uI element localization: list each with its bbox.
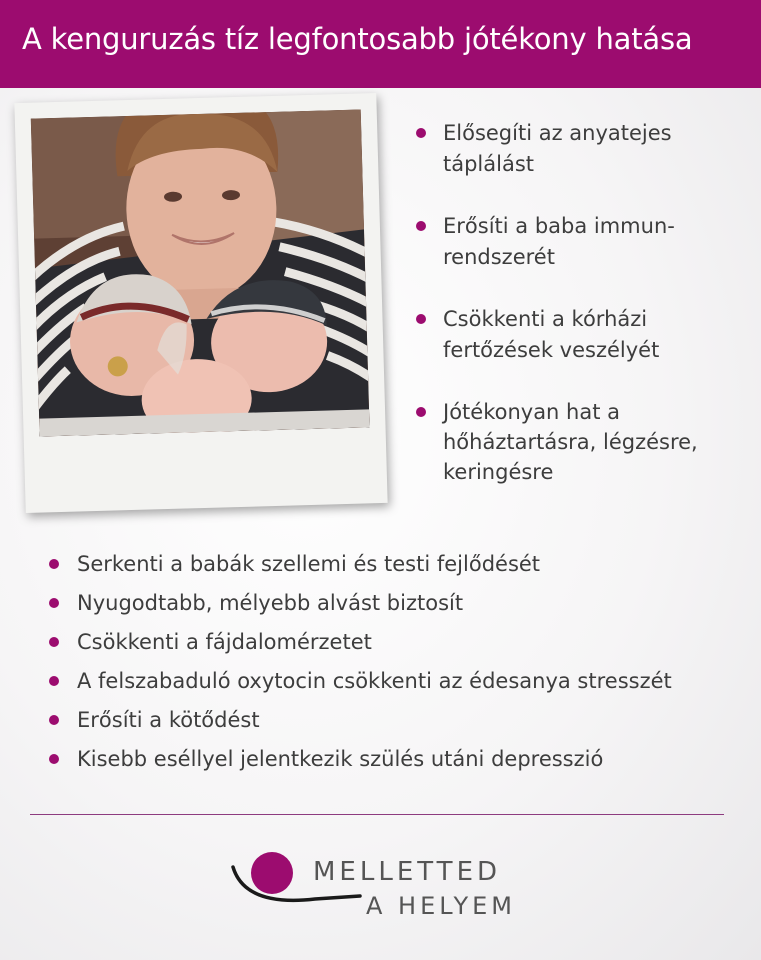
page-title: A kenguruzás tíz legfontosabb jótékony hatása <box>22 22 693 56</box>
title-banner <box>0 0 761 88</box>
bullet-dot-icon <box>49 715 59 725</box>
benefit-text: Kisebb eséllyel jelentkezik szülés utáni depresszió <box>77 747 604 771</box>
bullet-dot-icon <box>49 637 59 647</box>
list-item <box>45 662 761 701</box>
bullet-dot-icon <box>416 128 426 138</box>
list-item <box>45 740 761 779</box>
list-item <box>413 118 753 180</box>
benefit-text: Serkenti a babák szellemi és testi fejlődését <box>77 552 541 576</box>
benefit-text: Elősegíti az anyatejes <box>443 121 672 145</box>
list-item <box>413 304 753 366</box>
benefit-text: Erősíti a kötődést <box>77 708 260 732</box>
list-item <box>45 584 761 623</box>
list-item <box>413 397 753 487</box>
bullet-dot-icon <box>49 598 59 608</box>
benefit-text: keringésre <box>443 460 554 484</box>
side-benefits-list <box>413 118 753 518</box>
main-benefits-list <box>45 545 761 779</box>
mother-with-triplets-photo <box>31 109 370 436</box>
benefit-text: A felszabaduló oxytocin csökkenti az édesanya stresszét <box>77 669 672 693</box>
polaroid-frame <box>14 93 387 513</box>
bullet-dot-icon <box>49 676 59 686</box>
benefit-text: rendszerét <box>443 245 555 269</box>
benefit-text: Csökkenti a fájdalomérzetet <box>77 630 372 654</box>
benefit-text: Jótékonyan hat a <box>443 400 621 424</box>
benefit-text: táplálást <box>443 152 535 176</box>
bullet-dot-icon <box>49 559 59 569</box>
logo-wordmark-line2: A HELYEM <box>366 892 516 920</box>
benefit-text: Erősíti a baba immun- <box>443 214 675 238</box>
benefit-text: hőháztartásra, légzésre, <box>443 430 698 454</box>
bullet-dot-icon <box>416 221 426 231</box>
bullet-dot-icon <box>416 407 426 417</box>
benefit-text: Nyugodtabb, mélyebb alvást biztosít <box>77 591 464 615</box>
logo-wordmark-line1: MELLETTED <box>313 857 502 887</box>
benefit-text: fertőzések veszélyét <box>443 338 660 362</box>
list-item <box>45 545 761 584</box>
bullet-dot-icon <box>49 754 59 764</box>
divider <box>30 814 724 815</box>
list-item <box>45 623 761 662</box>
bullet-dot-icon <box>416 314 426 324</box>
list-item <box>45 701 761 740</box>
benefit-text: Csökkenti a kórházi <box>443 307 648 331</box>
list-item <box>413 211 753 273</box>
